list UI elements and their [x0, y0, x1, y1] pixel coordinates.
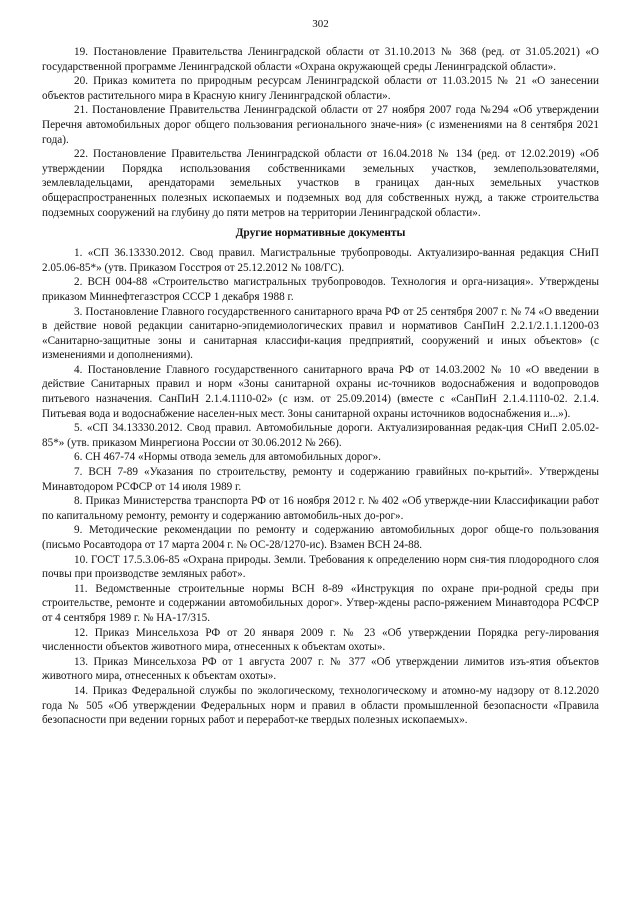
- other-item-10: 10. ГОСТ 17.5.3.06-85 «Охрана природы. Земли. Требования к определению норм сня-тия плодородного слоя почвы при производстве земляных работ».: [42, 553, 599, 581]
- list-item-22: 22. Постановление Правительства Ленинградской области от 16.04.2018 № 134 (ред. от 12.02.2019) «Об утверждении Порядка использования собственниками земельных участков, землепользователями, землевладельцами, арендаторами земельных участков в границах дан-ных земельных участков общераспространенных полезных ископаемых и подземных вод для собственных нужд, а также строительства подземных сооружений на глубину до пяти метров на территории Ленинградской области».: [42, 148, 599, 219]
- other-item-14: 14. Приказ Федеральной службы по экологическому, технологическому и атомно-му надзору от 8.12.2020 года № 505 «Об утверждении Федеральных норм и правил в области промышленной безопасности «Правила безопасности при ведении горных работ и переработ-ке твердых полезных ископаемых».: [42, 684, 599, 727]
- page-number: 302: [312, 18, 329, 30]
- section-title: Другие нормативные документы: [235, 227, 406, 240]
- other-item-11: 11. Ведомственные строительные нормы ВСН 8-89 «Инструкция по охране при-родной среды при строительстве, ремонте и содержании автомобильных дорог». Утвер-ждены распо-ряжением Минавтодора РСФСР от 4 сентября 1989 г. № НА-17/315.: [42, 582, 599, 624]
- document-page: [42, 18, 599, 728]
- other-item-6: 6. СН 467-74 «Нормы отвода земель для автомобильных дорог».: [74, 451, 381, 464]
- other-item-12: 12. Приказ Минсельхоза РФ от 20 января 2009 г. № 23 «Об утверждении Порядка регу-лирования численности объектов животного мира, отнесенных к объектам охоты».: [42, 626, 599, 654]
- other-item-3: 3. Постановление Главного государственного санитарного врача РФ от 25 сентября 2007 г. № 74 «О введении в действие новой редакции санитарно-эпидемиологических правил и нормативов СанПиН 2.2.1/2.1.1.1200-03 «Санитарно-защитные зоны и санитарная классифи-кация предприятий, сооружений и иных объектов» (с изменениями и дополнениями).: [42, 305, 599, 362]
- other-item-2: 2. ВСН 004-88 «Строительство магистральных трубопроводов. Технология и орга-низация». Утверждены приказом Миннефтегазстроя СССР 1 декабря 1988 г.: [42, 276, 599, 303]
- other-item-7: 7. ВСН 7-89 «Указания по строительству, ремонту и содержанию гравийных по-крытий». Утверждены Минавтодором РСФСР от 14 июля 1989 г.: [42, 466, 599, 493]
- list-item-21: 21. Постановление Правительства Ленинградской области от 27 ноября 2007 года №294 «Об утверждении Перечня автомобильных дорог общего пользования регионального значе-ния» (с изменениями на 8 сентября 2021 года).: [42, 104, 599, 146]
- other-item-5: 5. «СП 34.13330.2012. Свод правил. Автомобильные дороги. Актуализированная редак-ция СНиП 2.05.02-85*» (утв. приказом Минрегиона России от 30.06.2012 № 266).: [42, 422, 599, 449]
- other-item-4: 4. Постановление Главного государственного санитарного врача РФ от 14.03.2002 № 10 «О введении в действие Санитарных правил и норм «Зоны санитарной охраны ис-точников водоснабжения и водопроводов питьевого назначения. СанПиН 2.1.4.1110-02» (с изм. от 25.09.2014) (вместе с «СанПиН 2.1.4.1110-02. 2.1.4. Питьевая вода и водоснабжение населен-ных мест. Зоны санитарной охраны источников водоснабжения и...»).: [42, 363, 599, 420]
- other-item-9: 9. Методические рекомендации по ремонту и содержанию автомобильных дорог обще-го пользования (письмо Росавтодора от 17 марта 2004 г. № ОС-28/1270-ис). Взамен ВСН 24-88.: [42, 524, 599, 551]
- other-item-8: 8. Приказ Министерства транспорта РФ от 16 ноября 2012 г. № 402 «Об утвержде-нии Классификации работ по капитальному ремонту, ремонту и содержанию автомобиль-ных до-рог».: [42, 495, 599, 522]
- other-item-1: 1. «СП 36.13330.2012. Свод правил. Магистральные трубопроводы. Актуализиро-ванная редакция СНиП 2.05.06-85*» (утв. Приказом Госстроя от 25.12.2012 № 108/ГС).: [42, 247, 599, 274]
- other-item-13: 13. Приказ Минсельхоза РФ от 1 августа 2007 г. № 377 «Об утверждении лимитов изъ-ятия объектов животного мира, отнесенных к объектам охоты».: [42, 655, 599, 683]
- list-item-20: 20. Приказ комитета по природным ресурсам Ленинградской области от 11.03.2015 № 21 «О занесении объектов растительного мира в Красную книгу Ленинградской области».: [42, 75, 599, 102]
- list-item-19: 19. Постановление Правительства Ленинградской области от 31.10.2013 № 368 (ред. от 31.05.2021) «О государственной программе Ленинградской области «Охрана окружающей среды Ленинградской области».: [42, 46, 599, 73]
